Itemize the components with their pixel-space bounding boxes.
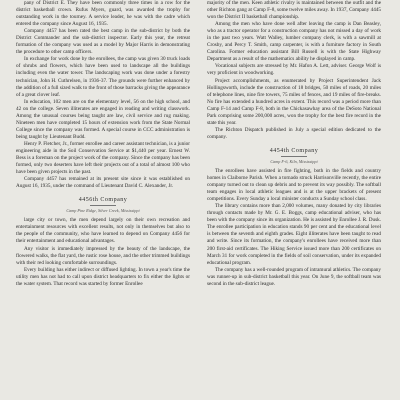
paragraph: Project accomplishments, as enumerated by Project Superintendent Jack Hollingsworth, include the construction of 18 bridges, 50 miles of roads, 20 miles of telephone lines, nine fire towers, 75 miles of fences, and 19 miles of fire-breaks. No fire has extended a hundred acres in extent. This record was a period more than Camp F-14 and Camp F-8, both in the Chickasawhay area of the DeSoto National Park comprising some 200,000 acres, won the trophy for the best fire record in the state this year. [207, 77, 381, 126]
paragraph: pany of District E. They have been commonly three times in a row for the district basketball crown. Rufus Myers, guard, was awarded the trophy for outstanding work in the tourney. A service leader, he was with the cadre which entered the company since August 16, 1935. [16, 0, 190, 28]
paragraph: Henry P. Fletcher, Jr., former enrollee and career assistant technician, is a junior engineering aide in the Soil Conservation Service at $1,440 per year. Ernest W. Bess is a foreman on the project work of the company. Since the company has been formed, only two deserters have left their projects out of a total of almost 100 who have been given projects in the past. [16, 140, 190, 176]
paragraph: majority of the men. Keen athletic rivalry is maintained between the outfit and the other Richton gang at Camp F-8, some twelve miles away. In 1937, Company 4445 won the District II basketball championship. [207, 0, 381, 21]
paragraph: In education, 102 men are on the elementary level, 56 on the high school, and 42 on the college. Seven illiterates are engaged in reading and writing classwork. Among the unusual courses being taught are law, civil service and rug making. Nineteen men have completed 15 hours of extension work from the State Normal College since the company was formed. A special course in CCC administration is being taught by Lieutenant Budd. [16, 98, 190, 140]
heading-rule [281, 156, 307, 157]
section-heading: 4456th Company [78, 197, 128, 204]
paragraph: In exchange for work done by the enrollees, the camp was given 30 truck loads of shrubs and flowers, which have been used to landscape all the buildings including even the water tower. The landscaping work was done under a forestry technician, John H. Cuthrelsen, in 1936-37. The grounds were further enhanced by the addition of a full sized walk to the front of those barracks giving the appearance of a great clover leaf. [16, 56, 190, 98]
paragraph: The enrollees have assisted in fire fighting, both in the fields and country homes in Claiborne Parish. When a tornado struck Harrisonville recently, the entire company turned out to clean up debris and to prevent its way possibly. The softball team engages in local athletic leagues and is at the upper brackets of present competitions. Every Sunday a local minister conducts a Sunday school class. [207, 167, 381, 203]
paragraph: The company has a well-rounded program of intramural athletics. The company was runner-up in sub-district basketball this year. On June 9, the softball team was second in the sub-district league. [207, 266, 381, 287]
paragraph: Vocational subjects are stressed by Mr. Hafon A. Lett, adviser. George Wolf is very proficient in woodworking. [207, 63, 381, 77]
left-column [16, 0, 190, 288]
section-subheading: Camp F-6, Kiln, Mississippi [270, 158, 318, 164]
paragraph: Company 4457 has remained at its present site since it was established on August 16, 1935, under the command of Lieutenant David C. Alexander, Jr. [16, 176, 190, 190]
paragraph: Any visitor is immediately impressed by the beauty of the landscape, the flowered walks, the flat yard, the rustic rose house, and the other trimmed buildings with their red looking comfortable surroundings. [16, 245, 190, 266]
heading-rule [90, 205, 116, 206]
paragraph: Company 4457 has been rated the best camp in the sub-district by both the District Commander and the sub-district inspector. Early this year, the retreat formation of the company was used as a model by Major Harris in demonstrating the procedure to other camp officers. [16, 28, 190, 56]
paragraph: The Richton Dispatch published in July a special edition dedicated to the company. [207, 126, 381, 140]
section-subheading: Camp Pine Ridge, Silver Creek, Mississippi [66, 208, 140, 214]
paragraph: The library contains more than 2,000 volumes, many donated by city libraries through contacts made by Mr. G. E. Boggs, camp educational adviser, who has been with the company since its organization. He is assisted by Enrollee J. R. Dusk. The enrollee participation in education stands 90 per cent and the educational level is between the seventh and eighth grades. Eight illiterates have been taught to read and write. Since its formation, the company's enrollees have received more than 200 first-aid certificates. The Hiking Service issued more than 200 certificates on March 31 for work completed in the fields of soil conservation, under its expanded educational program. [207, 203, 381, 266]
right-column [207, 0, 381, 288]
paragraph: large city or town, the men depend largely on their own recreation and entertainment resources with excellent results, not only in themselves but also to the people of the community, who have learned to depend on Company 4456 for their entertainment and educational advantages. [16, 217, 190, 245]
paragraph: Among the men who have done well after leaving the camp is Dan Beasley, who as a tractor operator for a construction company has not missed a day of work in the past two years. Watt Walley, lumber company clerk, is with a sawmill at Crosby, and Percy T. Smith, camp carpenter, is with a furniture factory in South Carolina. Former education assistant Bill Russell is with the State Highway Department as a result of the mathematics ability he displayed in camp. [207, 21, 381, 63]
section-heading: 4454th Company [269, 147, 319, 154]
paragraph: Every building has either indirect or diffused lighting. In town a year's time the utility men has not had to call upon district headquarters to fix either the lights or the water system. That record was started by former Enrollee [16, 266, 190, 287]
